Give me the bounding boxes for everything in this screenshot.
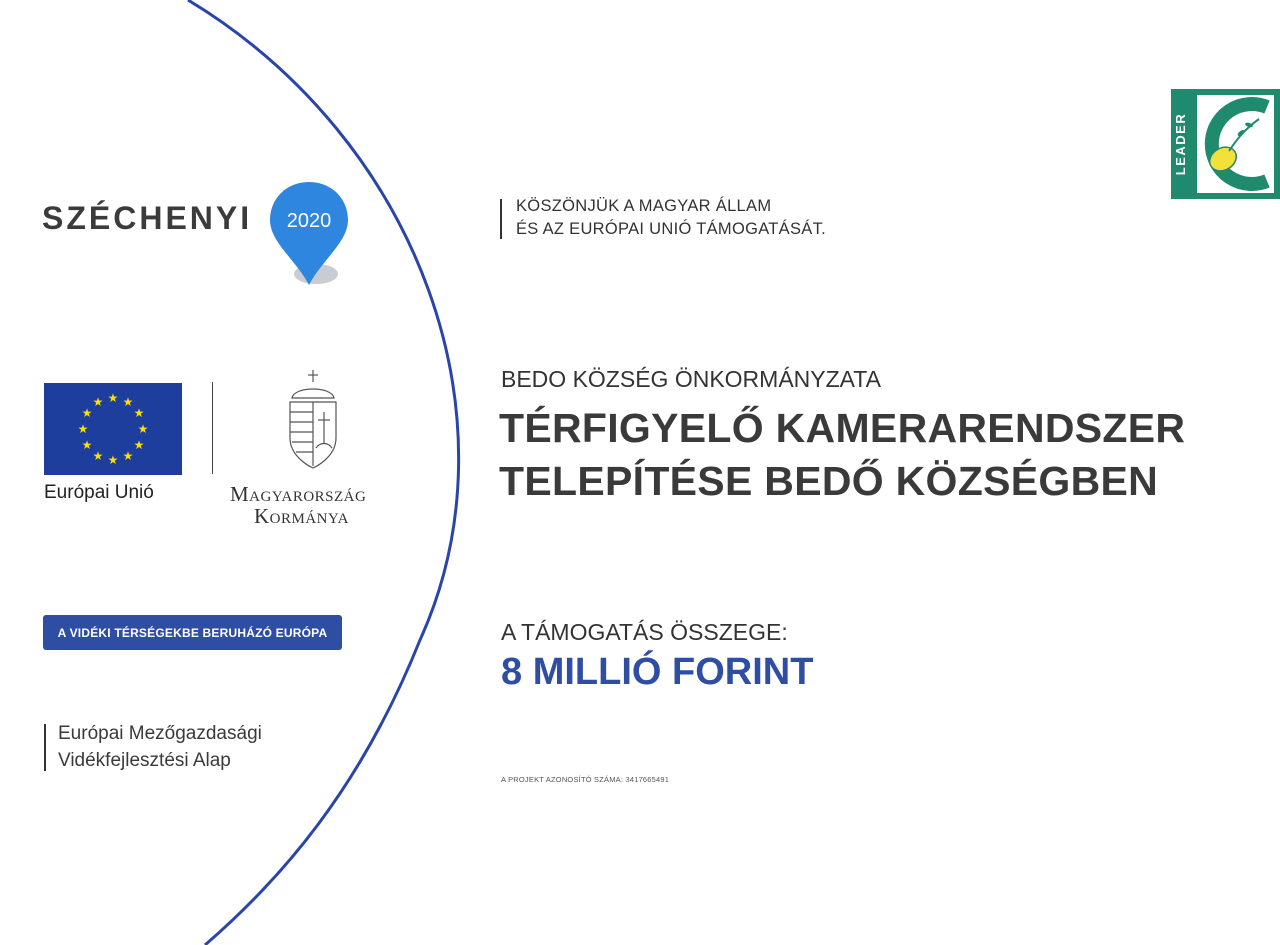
eu-label: Európai Unió [44,482,154,503]
leader-logo-icon [1171,89,1280,199]
fund-divider [44,724,46,771]
svg-text:★: ★ [137,422,149,436]
project-title-line1: TÉRFIGYELŐ KAMERARENDSZER [499,405,1186,451]
rural-europe-banner: A VIDÉKI TÉRSÉGEKBE BERUHÁZÓ EURÓPA [43,615,342,650]
project-title-line2: TELEPÍTÉSE BEDŐ KÖZSÉGBEN [499,458,1159,504]
svg-text:★: ★ [107,453,119,467]
szechenyi-logo-text: SZÉCHENYI [42,200,253,236]
szechenyi-year: 2020 [286,210,332,232]
svg-text:★: ★ [81,406,93,420]
thanks-divider [500,199,502,239]
hungarian-coat-of-arms-icon [282,368,344,474]
svg-text:★: ★ [77,422,89,436]
logo-divider [212,382,213,474]
svg-text:★: ★ [92,395,104,409]
eu-flag-icon [44,383,182,475]
amount-label: A TÁMOGATÁS ÖSSZEGE: [501,619,788,645]
svg-text:★: ★ [92,449,104,463]
svg-text:★: ★ [133,406,145,420]
fund-name-line1: Európai Mezőgazdasági [58,723,262,744]
svg-text:★: ★ [122,395,134,409]
svg-text:★: ★ [122,449,134,463]
svg-text:★: ★ [81,438,93,452]
government-name-line1: Magyarország [230,482,367,506]
leader-label: LEADER [1173,112,1188,176]
thanks-line1: KÖSZÖNJÜK A MAGYAR ÁLLAM [516,197,772,215]
organization-name: BEDO KÖZSÉG ÖNKORMÁNYZATA [501,366,881,392]
svg-text:★: ★ [107,391,119,405]
fund-name-line2: Vidékfejlesztési Alap [58,750,231,771]
government-name-line2: Kormánya [254,504,350,528]
amount-value: 8 MILLIÓ FORINT [501,651,814,693]
thanks-line2: ÉS AZ EURÓPAI UNIÓ TÁMOGATÁSÁT. [516,220,827,238]
map-pin-icon [268,180,350,290]
svg-text:★: ★ [133,438,145,452]
project-id: A PROJEKT AZONOSÍTÓ SZÁMA: 3417665491 [501,775,670,784]
